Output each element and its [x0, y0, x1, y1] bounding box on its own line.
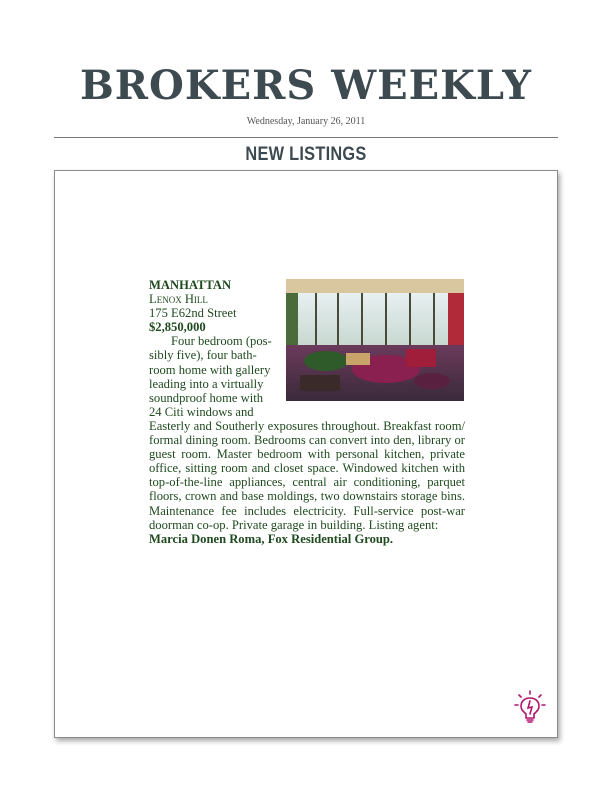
section-title: NEW LISTINGS	[245, 144, 367, 165]
listing-body-line: room home with gallery	[149, 362, 271, 377]
listing-price: $2,850,000	[149, 320, 206, 335]
listing-address: 175 E62nd Street	[149, 306, 237, 321]
listing-body-continued: Easterly and Southerly exposures throughout. Breakfast room/ formal dining room. Bedrooms can convert into den, library or guest room. Master bedroom with personal kitchen, private office, sitting room and closet space. Windowed kitchen with top-of-the-line appliances, central air conditioning, parquet floors, crown and base moldings, two downstairs storage bins. Maintenance fee includes electricity. Full-service post-war doorman co-op. Private garage in building. Listing agent:	[149, 418, 465, 532]
listing-region: MANHATTAN	[149, 278, 232, 292]
listing-body-line: Four bedroom (pos-	[171, 334, 272, 349]
listing-body-line: 24 Citi windows and	[149, 404, 254, 419]
listing-agent: Marcia Donen Roma, Fox Residential Group.	[149, 531, 394, 546]
listing-neighborhood: Lenox Hill	[149, 292, 208, 307]
lightbulb-logo-icon	[514, 690, 546, 724]
listing-body-line: sibly five), four bath-	[149, 348, 257, 363]
masthead-divider	[54, 137, 558, 138]
issue-date: Wednesday, January 26, 2011	[246, 116, 366, 127]
listing-clipping	[149, 278, 465, 546]
listing-body-line: leading into a virtually	[149, 376, 264, 391]
listing-body-line: soundproof home with	[149, 390, 264, 405]
masthead-title: BROKERS WEEKLY	[80, 62, 532, 109]
